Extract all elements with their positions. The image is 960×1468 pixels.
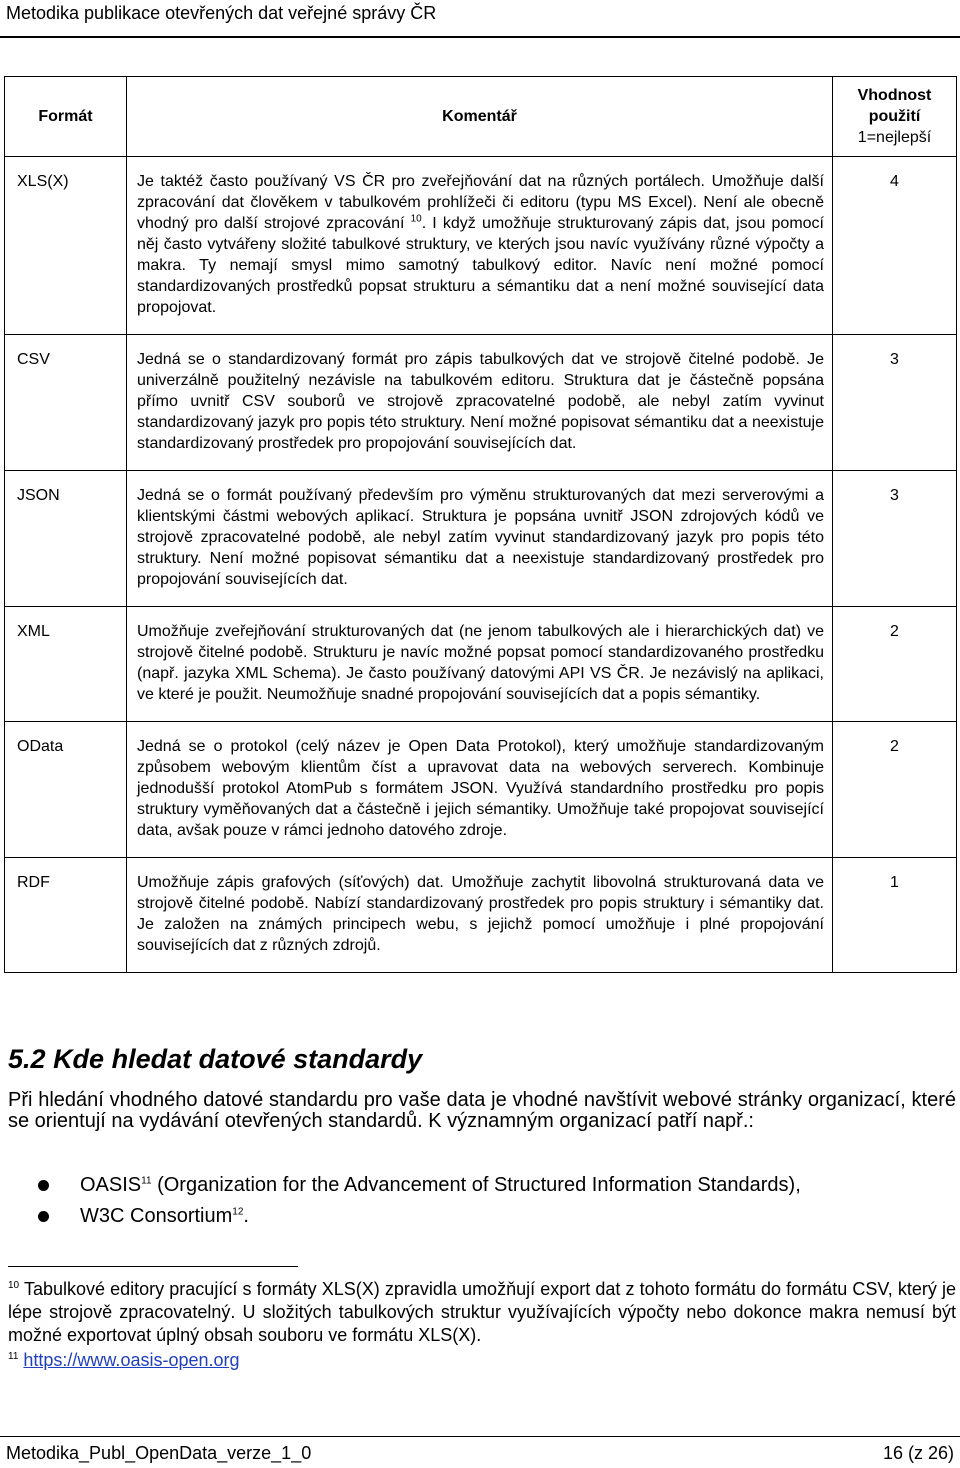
section-heading — [8, 1044, 422, 1075]
table-row — [5, 607, 957, 722]
footnote-link[interactable]: https://www.oasis-open.org — [23, 1350, 240, 1370]
header-suitability-scale: 1=nejlepší — [857, 129, 932, 146]
table-row — [5, 858, 957, 973]
list-item-text: (Organization for the Advancement of Structured Information Standards), — [151, 1174, 801, 1196]
footnote-number: 10 — [8, 1280, 20, 1291]
format-cell: JSON — [5, 471, 127, 607]
header-suitability-label: Vhodnost použití — [857, 87, 932, 125]
footer-divider — [0, 1436, 960, 1437]
page-header-title: Metodika publikace otevřených dat veřejné správy ČR — [6, 3, 437, 23]
bullet-icon — [38, 1180, 49, 1191]
list-item-text: . — [243, 1205, 249, 1227]
footnote-divider — [8, 1266, 298, 1267]
section-number: 5.2 — [8, 1044, 46, 1074]
comment-text: Je taktéž často používaný VS ČR pro zveřejňování dat na různých portálech. Umožňuje další zpracování dat člověkem v tabulkovém prohlížeči či editoru (typu MS Excel). Není ale obecně vhodný pro další strojové zpracování — [137, 173, 824, 232]
format-cell: XML — [5, 607, 127, 722]
footnotes — [8, 1278, 956, 1374]
comment-cell: Jedná se o standardizovaný formát pro zápis tabulkových dat ve strojově čitelné podobě. Je univerzálně použitelný nezávisle na tabulkovém editoru. Struktura dat je částečně popsána přímo uvnitř CSV souborů ve strojově zpracovatelné podobě, ale nebyl zatím vyvinut standardizovaný jazyk pro popis této struktury. Není možné popisovat sémantiku dat a neexistuje standardizovaný prostředek pro propojování souvisejících dat. — [127, 335, 833, 471]
footnote — [8, 1278, 956, 1347]
footnote-text: Tabulkové editory pracující s formáty XLS(X) zpravidla umožňují export dat z tohoto formátu do formátu CSV, který je lépe strojově zpracovatelný. U složitých tabulkových struktur využívajících výpočty nebo dokonce makra nemusí být možné exportovat úplný obsah souboru ve formátu XLS(X). — [8, 1279, 956, 1345]
score-cell: 3 — [833, 335, 957, 471]
comment-cell: Jedná se o formát používaný především pro výměnu strukturovaných dat mezi serverovými a klientskými částmi webových aplikací. Struktura je popsána uvnitř JSON zdrojových kódů ve strojově zpracovatelné podobě, ale nebyl zatím vyvinut standardizovaný jazyk pro popis této struktury. Není možné popisovat sémantiku dat a neexistuje standardizovaný prostředek pro propojování souvisejících dat. — [127, 471, 833, 607]
bullet-icon — [38, 1211, 49, 1222]
format-cell: OData — [5, 722, 127, 858]
standards-org-list — [38, 1170, 801, 1232]
footnote-number: 11 — [8, 1351, 19, 1362]
comment-cell — [127, 157, 833, 335]
header-comment: Komentář — [127, 77, 833, 157]
table-row — [5, 722, 957, 858]
header-divider — [0, 36, 960, 38]
list-item-text: W3C Consortium — [80, 1205, 233, 1227]
footnote-ref[interactable]: 12 — [232, 1206, 244, 1218]
list-item — [38, 1201, 801, 1232]
footnote — [8, 1349, 956, 1372]
footer-page-number: 16 (z 26) — [882, 1443, 954, 1463]
score-cell: 4 — [833, 157, 957, 335]
table-row — [5, 335, 957, 471]
format-cell: RDF — [5, 858, 127, 973]
comment-text: . I když umožňuje strukturovaný zápis dat, jsou pomocí něj často vytvářeny složité tabulkové struktury, ve kterých jsou navíc využívány různé výpočty a makra. Ty nemají smysl mimo samotný tabulkový editor. Navíc není možné pomocí standardizovaných prostředků popsat strukturu a sémantiku dat a není možné související data propojovat. — [137, 215, 825, 316]
list-item-text: OASIS — [80, 1174, 142, 1196]
body-paragraph: Při hledání vhodného datové standardu pro vaše data je vhodné navštívit webové stránky organizací, které se orientují na vydávání otevřených standardů. K významným organizací patří např.: — [8, 1089, 956, 1132]
footnote-ref[interactable]: 11 — [141, 1175, 152, 1187]
formats-table — [4, 76, 957, 973]
format-cell: XLS(X) — [5, 157, 127, 335]
list-item — [38, 1170, 801, 1201]
score-cell: 2 — [833, 607, 957, 722]
comment-cell: Umožňuje zápis grafových (síťových) dat. Umožňuje zachytit libovolná strukturovaná data ve strojově čitelné podobě. Nabízí standardizovaný prostředek pro popis struktury i sémantiky dat. Je založen na známých principech webu, s jejichž pomocí umožňuje i plné propojování souvisejících dat z různých zdrojů. — [127, 858, 833, 973]
format-cell: CSV — [5, 335, 127, 471]
footer-document-name: Metodika_Publ_OpenData_verze_1_0 — [6, 1443, 312, 1463]
table-row — [5, 471, 957, 607]
score-cell: 1 — [833, 858, 957, 973]
table-row — [5, 157, 957, 335]
header-suitability — [833, 77, 957, 157]
section-title: Kde hledat datové standardy — [53, 1044, 423, 1074]
score-cell: 2 — [833, 722, 957, 858]
header-format: Formát — [5, 77, 127, 157]
footnote-ref[interactable]: 10 — [410, 213, 422, 225]
comment-cell: Jedná se o protokol (celý název je Open Data Protokol), který umožňuje standardizovaným způsobem webovým klientům číst a upravovat data na webových serverech. Kombinuje jednodušší protokol AtomPub s formátem JSON. Využívá standardního prostředku pro popis struktury vyměňovaných dat a částečně i jejich sémantiky. Umožňuje také propojovat související data, avšak pouze v rámci jednoho datového zdroje. — [127, 722, 833, 858]
score-cell: 3 — [833, 471, 957, 607]
comment-cell: Umožňuje zveřejňování strukturovaných dat (ne jenom tabulkových ale i hierarchických dat) ve strojově čitelné podobě. Strukturu je navíc možné popsat pomocí standardizovaného prostředku (např. jazyka XML Schema). Je často používaný datovými API VS ČR. Je nezávislý na aplikaci, ve které je použit. Neumožňuje snadné propojování souvisejících dat a popis sémantiky. — [127, 607, 833, 722]
table-header-row — [5, 77, 957, 157]
